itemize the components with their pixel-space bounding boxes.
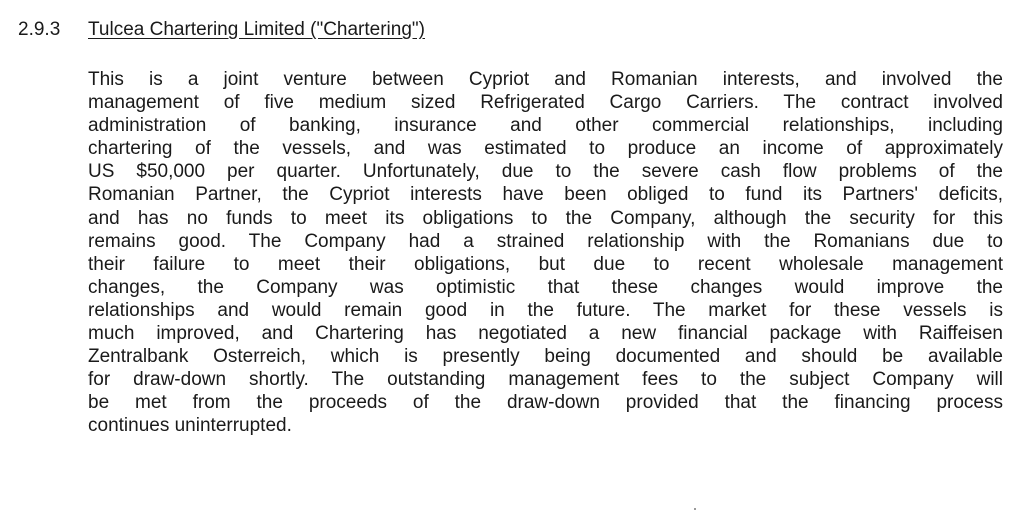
paragraph-line: relationships and would remain good in the future. The market for these vessels is [88, 299, 1003, 321]
paragraph-line: Romanian Partner, the Cypriot interests have been obliged to fund its Partners' deficits, [88, 184, 1003, 206]
paragraph-line: their failure to meet their obligations, but due to recent wholesale management [88, 253, 1003, 275]
paragraph-line: and has no funds to meet its obligations to the Company, although the security for this [88, 207, 1003, 229]
paragraph-line: management of five medium sized Refrigerated Cargo Carriers. The contract involved [88, 92, 1003, 114]
scan-speck [694, 508, 696, 510]
section-title: Tulcea Chartering Limited ("Chartering") [88, 19, 425, 40]
paragraph-line: chartering of the vessels, and was estimated to produce an income of approximately [88, 138, 1003, 160]
paragraph-line: remains good. The Company had a strained relationship with the Romanians due to [88, 230, 1003, 252]
paragraph-line: much improved, and Chartering has negotiated a new financial package with Raiffeisen [88, 323, 1003, 345]
body-paragraph [88, 68, 1003, 438]
paragraph-line: administration of banking, insurance and other commercial relationships, including [88, 115, 1003, 137]
section-heading [18, 18, 425, 42]
paragraph-line: for draw-down shortly. The outstanding management fees to the subject Company will [88, 369, 1003, 391]
paragraph-line: continues uninterrupted. [88, 415, 292, 437]
paragraph-line: US $50,000 per quarter. Unfortunately, due to the severe cash flow problems of the [88, 161, 1003, 183]
paragraph-line: Zentralbank Osterreich, which is presently being documented and should be available [88, 346, 1003, 368]
paragraph-line: be met from the proceeds of the draw-down provided that the financing process [88, 392, 1003, 414]
paragraph-line: changes, the Company was optimistic that these changes would improve the [88, 276, 1003, 298]
paragraph-line: This is a joint venture between Cypriot and Romanian interests, and involved the [88, 69, 1003, 90]
section-number: 2.9.3 [18, 19, 61, 40]
